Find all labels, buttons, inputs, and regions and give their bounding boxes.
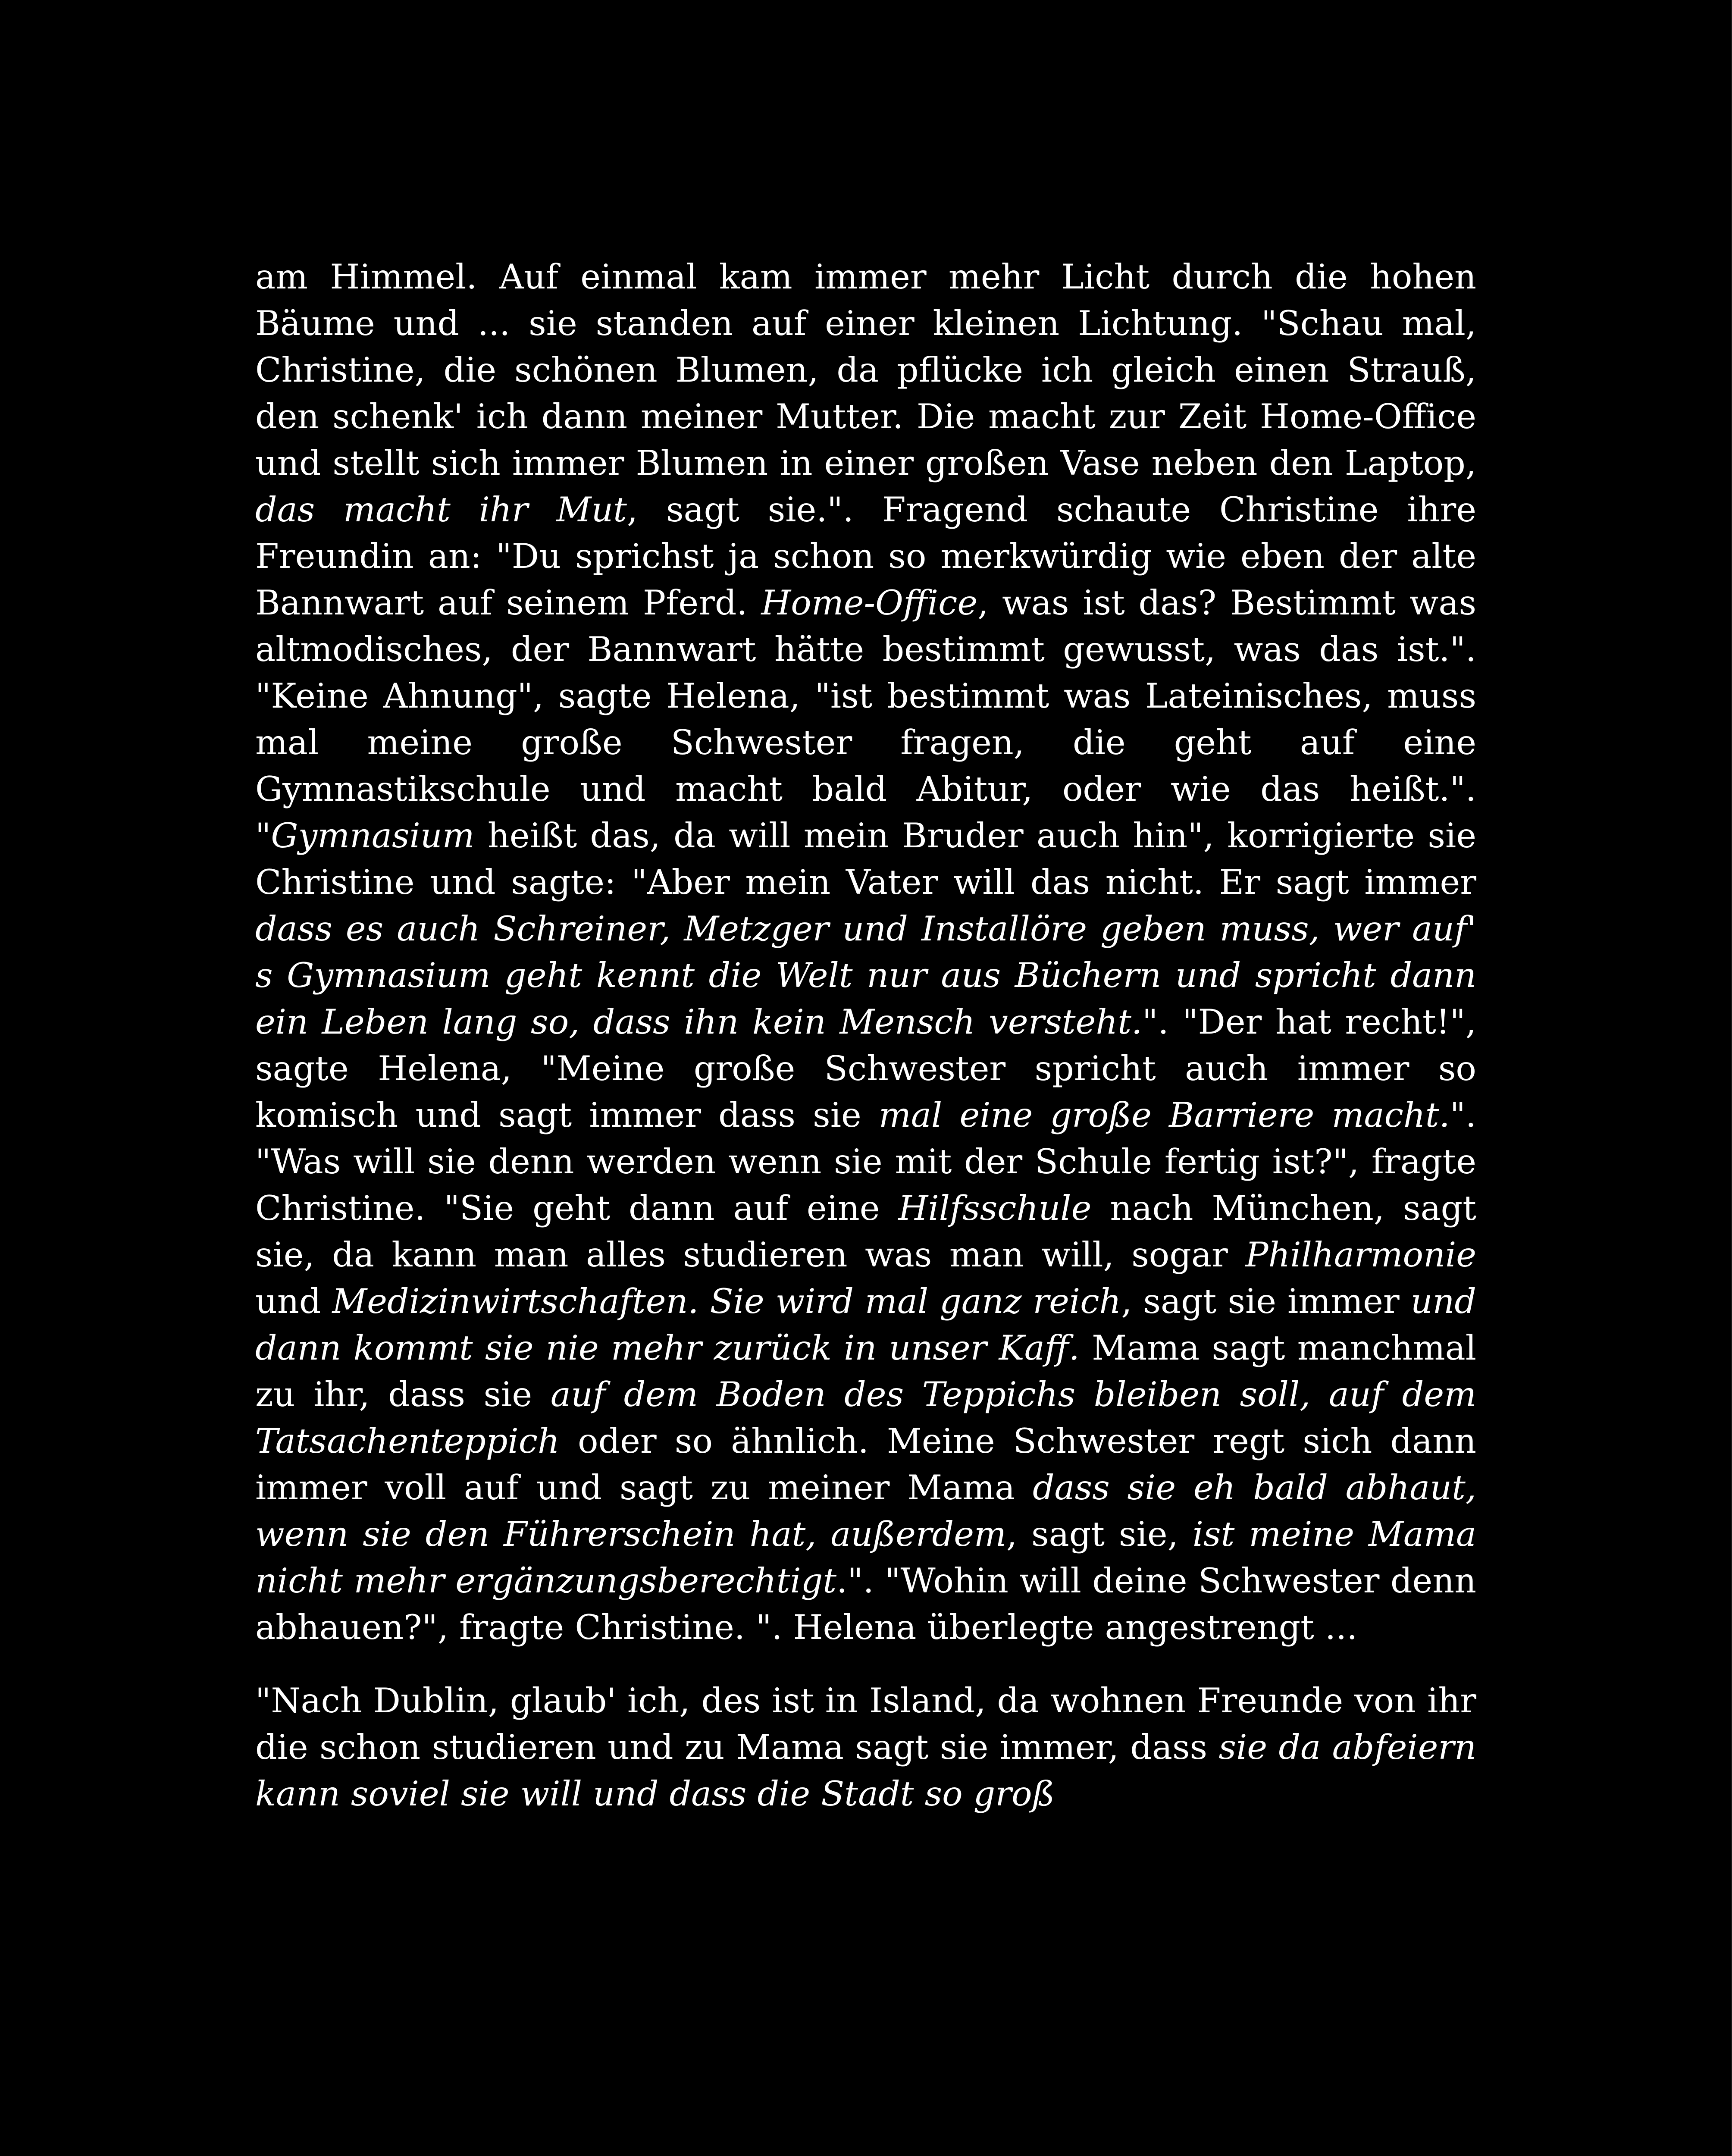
paragraph bbox=[255, 254, 1476, 1651]
italic-text-run: und dann kommt sie nie mehr zurück in unser Kaff. bbox=[255, 1282, 1476, 1368]
italic-text-run: Philharmonie bbox=[1245, 1235, 1476, 1275]
italic-text-run: Gymnasium bbox=[271, 816, 475, 856]
text-run: , sagt sie.". Fragend schaute Christine ihre Freundin an: "Du sprichst ja schon so merkwürdig wie eben der alte Bannwart auf seinem Pferd. bbox=[255, 490, 1476, 623]
text-run: , was ist das? Bestimmt was altmodisches, der Bannwart hätte bestimmt gewusst, was das ist.". "Keine Ahnung", sagte Helena, "ist bestimmt was Lateinisches, muss mal meine große Schwester fragen, die geht auf eine Gymnastikschule und macht bald Abitur, oder wie das heißt.". " bbox=[255, 583, 1476, 856]
italic-text-run: dass sie eh bald abhaut, wenn sie den Führerschein hat, außerdem bbox=[255, 1468, 1476, 1554]
italic-text-run: mal eine große Barriere macht. bbox=[879, 1095, 1450, 1135]
text-run: "Nach Dublin, glaub' ich, des ist in Island, da wohnen Freunde von ihr die schon studieren und zu Mama sagt sie immer, dass bbox=[255, 1681, 1476, 1767]
text-run: , sagt sie, bbox=[1006, 1514, 1193, 1554]
italic-text-run: ist meine Mama nicht mehr ergänzungsberechtigt bbox=[255, 1514, 1476, 1601]
italic-text-run: dass es auch Schreiner, Metzger und Installöre geben muss, wer auf' s Gymnasium geht kennt die Welt nur aus Büchern und spricht dann ein Leben lang so, dass ihn kein Mensch versteht. bbox=[255, 909, 1476, 1042]
text-run: ". "Was will sie denn werden wenn sie mit der Schule fertig ist?", fragte Christine. "Sie geht dann auf eine bbox=[255, 1095, 1477, 1228]
text-run: und bbox=[255, 1282, 332, 1321]
italic-text-run: sie da abfeiern kann soviel sie will und dass die Stadt so groß bbox=[255, 1727, 1476, 1814]
text-run: , sagt sie immer bbox=[1121, 1282, 1411, 1321]
italic-text-run: auf dem Boden des Teppichs bleiben soll, auf dem Tatsachenteppich bbox=[255, 1375, 1476, 1461]
text-run: heißt das, da will mein Bruder auch hin", korrigierte sie Christine und sagte: "Aber mein Vater will das nicht. Er sagt immer bbox=[255, 816, 1476, 902]
text-run: ". "Der hat recht!", sagte Helena, "Meine große Schwester spricht auch immer so komisch und sagt immer dass sie bbox=[255, 1002, 1476, 1135]
text-run: nach München, sagt sie, da kann man alles studieren was man will, sogar bbox=[255, 1188, 1476, 1275]
text-run: Mama sagt manchmal zu ihr, dass sie bbox=[255, 1328, 1476, 1414]
italic-text-run: das macht ihr Mut bbox=[255, 490, 627, 530]
text-run: am Himmel. Auf einmal kam immer mehr Licht durch die hohen Bäume und ... sie standen auf einer kleinen Lichtung. "Schau mal, Christine, die schönen Blumen, da pflücke ich gleich einen Strauß, den schenk' ich dann meiner Mutter. Die macht zur Zeit Home-Office und stellt sich immer Blumen in einer großen Vase neben den Laptop, bbox=[255, 257, 1476, 483]
body-text bbox=[255, 254, 1476, 1817]
italic-text-run: Home-Office bbox=[761, 583, 978, 623]
text-run: oder so ähnlich. Meine Schwester regt sich dann immer voll auf und sagt zu meiner Mama bbox=[255, 1421, 1476, 1507]
text-run: .". "Wohin will deine Schwester denn abhauen?", fragte Christine. ". Helena überlegte angestrengt ... bbox=[255, 1561, 1476, 1647]
paragraph bbox=[255, 1677, 1476, 1817]
italic-text-run: Hilfsschule bbox=[898, 1188, 1092, 1228]
italic-text-run: Medizinwirtschaften. Sie wird mal ganz reich bbox=[332, 1282, 1121, 1321]
